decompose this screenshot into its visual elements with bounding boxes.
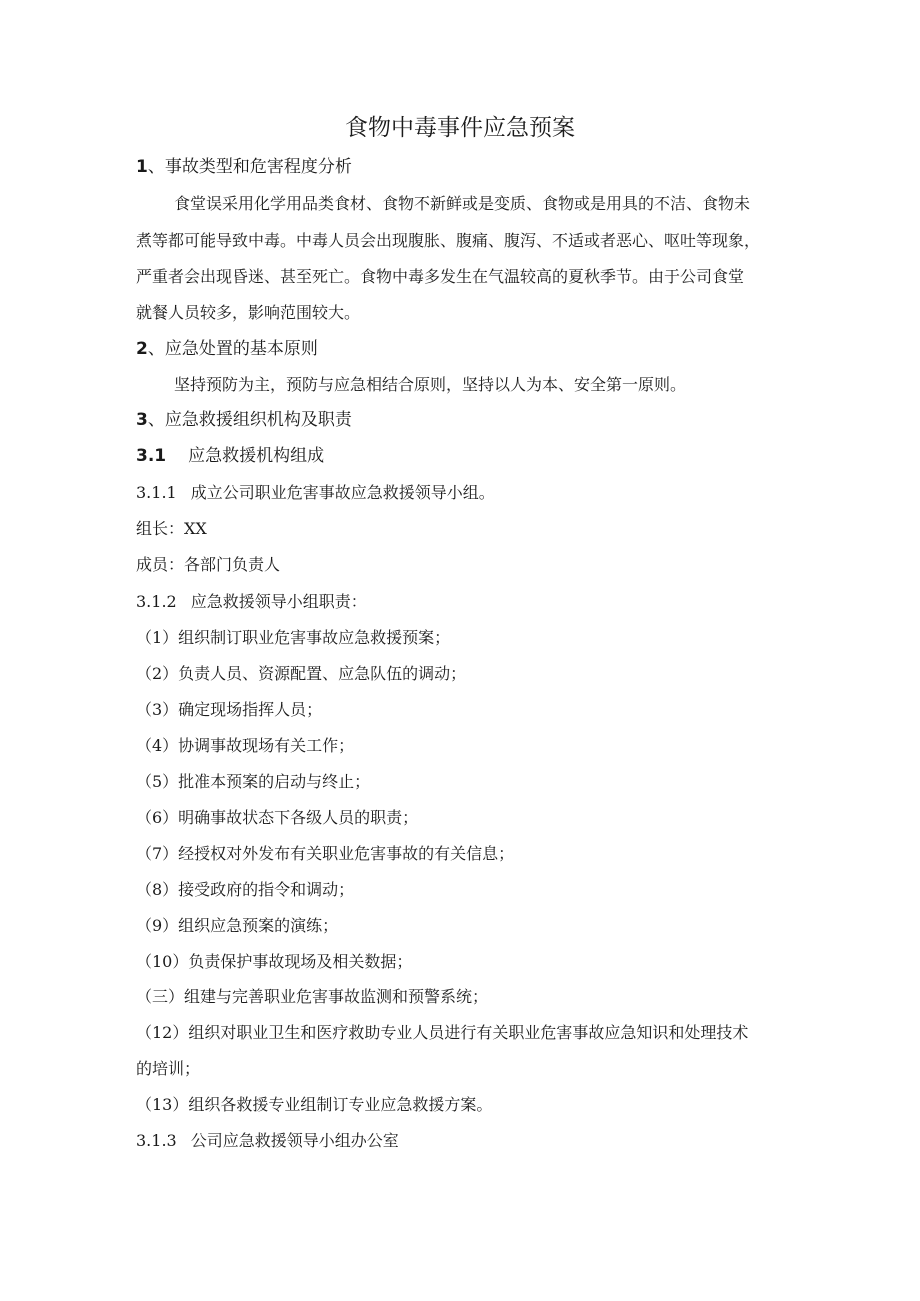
- duty-item-6: （6）明确事故状态下各级人员的职责；: [136, 808, 419, 827]
- document-title: 食物中毒事件应急预案: [345, 115, 575, 141]
- section-2-paragraph: 坚持预防为主，预防与应急相结合原则，坚持以人为本、安全第一原则。: [174, 375, 687, 394]
- section-3-1-3-number: 3.1.3: [136, 1131, 177, 1150]
- duty-item-4: （4）协调事故现场有关工作；: [136, 736, 355, 755]
- section-1-paragraph-line-1: 食堂误采用化学用品类食材、食物不新鲜或是变质、食物或是用具的不洁、食物未: [174, 194, 751, 213]
- duty-item-12: （12）组织对职业卫生和医疗救助专业人员进行有关职业危害事故应急知识和处理技术: [136, 1023, 749, 1042]
- section-3-number: 3: [136, 410, 148, 430]
- duty-item-9: （9）组织应急预案的演练；: [136, 916, 339, 935]
- section-2-number: 2: [136, 339, 148, 359]
- section-1-paragraph-line-4: 就餐人员较多，影响范围较大。: [136, 303, 361, 322]
- duty-item-2: （2）负责人员、资源配置、应急队伍的调动；: [136, 664, 467, 683]
- section-3-title: 、应急救援组织机构及职责: [147, 410, 352, 430]
- section-1-paragraph-line-2: 煮等都可能导致中毒。中毒人员会出现腹胀、腹痛、腹泻、不适或者恶心、呕吐等现象，: [136, 231, 761, 250]
- duty-item-5: （5）批准本预案的启动与终止；: [136, 772, 371, 791]
- section-1-number: 1: [136, 157, 148, 177]
- section-1-paragraph-line-3: 严重者会出现昏迷、甚至死亡。食物中毒多发生在气温较高的夏秋季节。由于公司食堂: [136, 267, 745, 286]
- section-3-1-1-number: 3.1.1: [136, 483, 177, 502]
- duty-item-10: （10）负责保护事故现场及相关数据；: [136, 952, 413, 971]
- section-3-1-2: [136, 590, 367, 614]
- section-3-1-number: 3.1: [136, 446, 167, 466]
- duty-item-3: （3）确定现场指挥人员；: [136, 700, 323, 719]
- duty-item-13: （13）组织各救援专业组制订专业应急救援方案。: [136, 1095, 493, 1114]
- section-3-1-title: 应急救援机构组成: [188, 446, 325, 466]
- section-3-1-3-text: 公司应急救援领导小组办公室: [190, 1131, 399, 1150]
- section-3-1-1: [136, 481, 495, 505]
- section-3-1-3: [136, 1129, 399, 1153]
- section-2-heading: [136, 337, 318, 361]
- duty-item-7: （7）经授权对外发布有关职业危害事故的有关信息；: [136, 844, 515, 863]
- duty-item-12-continued: 的培训；: [136, 1059, 201, 1078]
- section-3-1-1-text: 成立公司职业危害事故应急救援领导小组。: [190, 483, 495, 502]
- duty-item-1: （1）组织制订职业危害事故应急救援预案；: [136, 628, 451, 647]
- section-3-1-2-number: 3.1.2: [136, 592, 177, 611]
- duty-item-11: （三）组建与完善职业危害事故监测和预警系统；: [136, 987, 489, 1006]
- section-3-1-heading: [136, 444, 324, 468]
- members-line: 成员：各部门负责人: [136, 555, 281, 574]
- section-2-title: 、应急处置的基本原则: [147, 339, 318, 359]
- section-1-title: 、事故类型和危害程度分析: [147, 157, 352, 177]
- section-3-1-2-text: 应急救援领导小组职责：: [190, 592, 367, 611]
- section-1-heading: [136, 155, 352, 179]
- duty-item-8: （8）接受政府的指令和调动；: [136, 880, 355, 899]
- leader-line: 组长：XX: [136, 519, 207, 538]
- section-3-heading: [136, 408, 352, 432]
